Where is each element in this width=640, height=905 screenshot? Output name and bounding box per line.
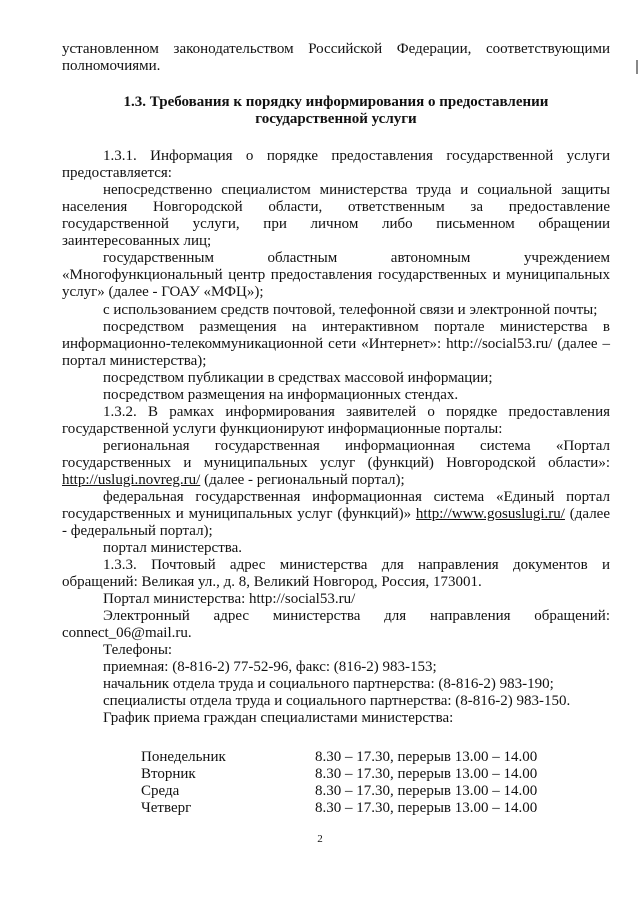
phone-specialists: специалисты отдела труда и социального партнерства: (8-816-2) 983-150. (103, 693, 571, 709)
scan-edge-mark (636, 60, 638, 74)
portal-line: Портал министерства: http://social53.ru/ (103, 591, 356, 607)
regional-portal-text: региональная государственная информационная система «Портал государственных и муниципальных услуг (функций) Новгородской области»: (62, 438, 610, 471)
federal-portal-text: федеральная государственная информационная система «Единый портал государственных и муниципальных услуг (функций)» (62, 489, 610, 522)
regional-portal-after: (далее - региональный портал); (200, 472, 405, 488)
schedule-row (141, 783, 561, 800)
item-stands: посредством размещения на информационных стендах. (103, 387, 459, 403)
federal-portal-item (62, 489, 610, 540)
paragraph-1-3-3: 1.3.3. Почтовый адрес министерства для направления документов и обращений: Великая ул., д. 8, Великий Новгород, Россия, 173001. (62, 557, 610, 590)
intro-paragraph: установленном законодательством Российской Федерации, соответствующими полномочиями. (62, 41, 610, 74)
paragraph-1-3-1: 1.3.1. Информация о порядке предоставления государственной услуги предоставляется: (62, 148, 610, 181)
item-portal: посредством размещения на интерактивном портале министерства в информационно-телекоммуникационной сети «Интернет»: http://social53.ru/ (далее – портал министерства); (62, 319, 610, 369)
phones-label: Телефоны: (103, 642, 173, 658)
phone-head: начальник отдела труда и социального партнерства: (8-816-2) 983-190; (103, 676, 554, 692)
schedule-label: График приема граждан специалистами министерства: (103, 710, 454, 726)
item-specialist: непосредственно специалистом министерства труда и социальной защиты населения Новгородской области, ответственным за предоставление государственной услуги, при личном либо письменном обращении заинтересованных лиц; (62, 182, 610, 249)
schedule-time: 8.30 – 17.30, перерыв 13.00 – 14.00 (315, 766, 538, 782)
page-number: 2 (317, 833, 323, 845)
schedule-row (141, 766, 561, 783)
schedule-row (141, 800, 561, 817)
phone-reception: приемная: (8-816-2) 77-52-96, факс: (816-2) 983-153; (103, 659, 437, 675)
regional-portal-item (62, 438, 610, 489)
section-heading-line2: государственной услуги (255, 111, 417, 127)
schedule-row (141, 749, 561, 766)
item-post: с использованием средств почтовой, телефонной связи и электронной почты; (103, 302, 598, 318)
schedule-day: Понедельник (141, 749, 226, 765)
schedule-day: Вторник (141, 766, 196, 782)
schedule-day: Четверг (141, 800, 192, 816)
section-heading-line1: 1.3. Требования к порядку информирования о предоставлении (123, 94, 549, 110)
schedule-day: Среда (141, 783, 180, 799)
regional-portal-link[interactable]: http://uslugi.novreg.ru/ (62, 472, 201, 488)
schedule-time: 8.30 – 17.30, перерыв 13.00 – 14.00 (315, 749, 538, 765)
schedule-time: 8.30 – 17.30, перерыв 13.00 – 14.00 (315, 800, 538, 816)
federal-portal-after: (далее - федеральный портал); (62, 506, 610, 539)
email-line: Электронный адрес министерства для направления обращений: connect_06@mail.ru. (62, 608, 610, 641)
item-mfc: государственным областным автономным учреждением «Многофункциональный центр предоставления государственных и муниципальных услуг» (далее - ГОАУ «МФЦ»); (62, 250, 610, 300)
paragraph-1-3-2: 1.3.2. В рамках информирования заявителей о порядке предоставления государственной услуги функционируют информационные порталы: (62, 404, 610, 437)
item-media: посредством публикации в средствах массовой информации; (103, 370, 493, 386)
item-ministry-portal: портал министерства. (103, 540, 243, 556)
federal-portal-link[interactable]: http://www.gosuslugi.ru/ (415, 506, 565, 522)
schedule-time: 8.30 – 17.30, перерыв 13.00 – 14.00 (315, 783, 538, 799)
